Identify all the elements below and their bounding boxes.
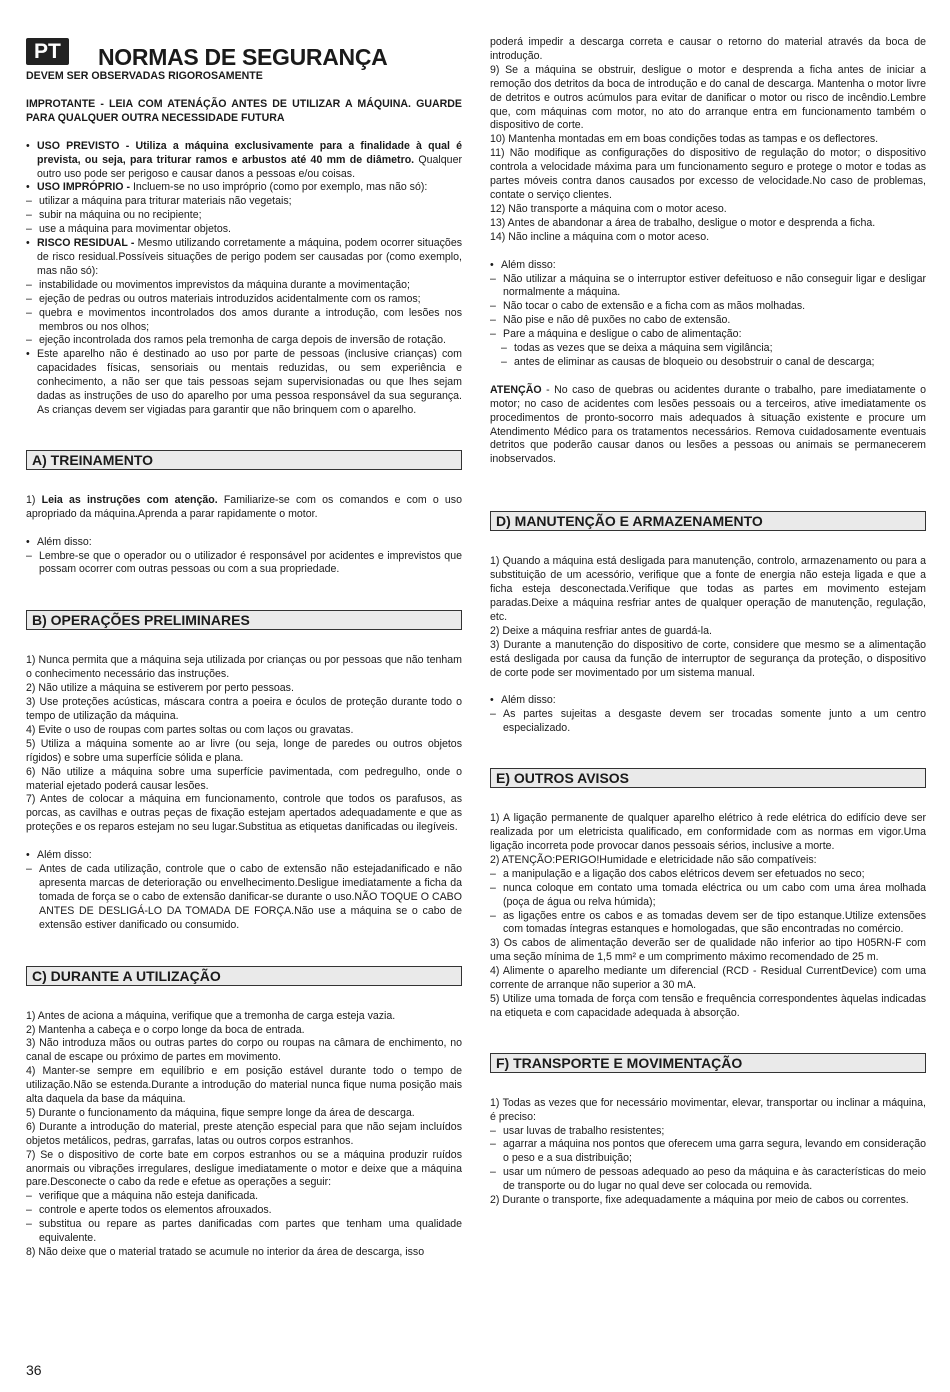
list-item: – usar um número de pessoas adequado ao peso da máquina e às características do meio de transporte ou do lugar no qual deve ser colocada ou removida. [490, 1166, 926, 1194]
paragraph: poderá impedir a descarga correta e causar o retorno do material através da boca de introdução. [490, 36, 926, 62]
paragraph: 12) Não transporte a máquina com o motor aceso. [490, 202, 727, 215]
paragraph: 9) Se a máquina se obstruir, desligue o motor e desprenda a ficha antes de iniciar a remoção dos detritos da boca de introdução e do canal de descarga. Mantenha o motor livre de detritos e outros acúmulos para evitar de danificar o motor ou risco de incêndio.Lembre que, com máquinas com motor, no ato do arranque entra em funcionamento também o dispositivo de corte. [490, 63, 926, 132]
risco-residual-text: Mesmo utilizando corretamente a máquina, podem ocorrer situações de risco residual.Possíveis situações de perigo podem ser causadas por (como exemplo, mas não só): [37, 237, 463, 277]
sub-list-item: – todas as vezes que se deixa a máquina sem vigilância; [490, 342, 926, 356]
risco-residual [26, 237, 462, 279]
list-item: – subir na máquina ou no recipiente; [26, 209, 462, 223]
paragraph: 13) Antes de abandonar a área de trabalho, desligue o motor e desprenda a ficha. [490, 216, 876, 229]
paragraph: 3) Durante a manutenção do dispositivo de corte, considere que mesmo se a alimentação está desligada por causa da função de interruptor de segurança da proteção, o dispositivo de corte pode ser movimentado por um sistema manual. [490, 638, 926, 679]
alem-disso: • Além disso: [490, 259, 926, 273]
list-item: – substitua ou repare as partes danificadas com partes que tenham uma qualidade equivalente. [26, 1218, 462, 1246]
paragraph: 2) Durante o transporte, fixe adequadamente a máquina por meio de cabos ou correntes. [490, 1194, 909, 1207]
paragraph [26, 494, 462, 522]
list-item: – quebra e movimentos incontrolados dos amos durante a introdução, com lesões nos membros ou nos olhos; [26, 307, 462, 335]
paragraph-bold: Leia as instruções com atenção. [41, 493, 218, 506]
uso-improprio-text: Incluem-se no uso impróprio (como por exemplo, mas não só): [130, 181, 428, 194]
list-item: – agarrar a máquina nos pontos que oferecem uma garra segura, levando em consideração o peso e a sua distribuição; [490, 1138, 926, 1166]
section-heading-utilizacao: C) DURANTE A UTILIZAÇÃO [26, 966, 462, 986]
language-badge: PT [26, 38, 69, 65]
uso-improprio [26, 181, 462, 195]
uso-previsto-label: USO PREVISTO - Utiliza a máquina exclusivamente para a finalidade à qual é prevista, ou seja, para triturar ramos e arbustos até 40 mm de diâmetro. [37, 139, 462, 166]
section-heading-transporte: F) TRANSPORTE E MOVIMENTAÇÃO [490, 1053, 926, 1073]
paragraph: 2) Mantenha a cabeça e o corpo longe da boca de entrada. [26, 1023, 305, 1036]
alem-disso: • Além disso: [26, 536, 462, 550]
list-item: – Não utilizar a máquina se o interruptor estiver defeituoso e não conseguir ligar e desligar normalmente a máquina. [490, 273, 926, 301]
paragraph: 1) A ligação permanente de qualquer aparelho elétrico à rede elétrica do edifício deve ser realizada por um eletricista qualificado, em conformidade com as normas em vigor.Uma ligação incorreta pode provocar danos pessoais sérios, inclusive a morte. [490, 812, 926, 852]
paragraph: 4) Manter-se sempre em equilíbrio e em posição estável durante todo o tempo de utilização.Não se estenda.Durante a introdução do material nunca fique numa posição mais alta daquela da base da máquina. [26, 1065, 462, 1106]
paragraph: 7) Se o dispositivo de corte bate em corpos estranhos ou se a máquina produzir ruídos anormais ou vibrações irregulares, desligue imediatamente o motor e deixe que a máquina pare.Desconecte o cabo da rede e efetue as operações a seguir: [26, 1148, 462, 1189]
atencao-notice [490, 384, 926, 467]
list-item: – usar luvas de trabalho resistentes; [490, 1125, 926, 1139]
list-item: – Antes de cada utilização, controle que o cabo de extensão não estejadanificado e não apresenta marcas de deterioração ou envelhecimento.Desligue imediatamente a ficha da tomada de força se o cabo de extensão danificar-se durante o uso.NÃO TOQUE O CABO ANTES DE DESLIGÁ-LO DA TOMADA DE FORÇA.Não use a máquina se o cabo de extensão estiver danificado ou consumido. [26, 863, 462, 933]
paragraph: 3) Não introduza mãos ou outras partes do corpo ou roupas na câmara de enchimento, no canal de escape ou próximo de partes em movimento. [26, 1037, 462, 1064]
list-item: – ejeção incontrolada dos ramos pela tremonha de carga depois de inversão de rotação. [26, 334, 462, 348]
list-item: – nunca coloque em contato uma tomada eléctrica ou um cabo com uma área molhada (poça de água ou relva húmida); [490, 882, 926, 910]
alem-disso: • Além disso: [26, 849, 462, 863]
important-notice: IMPROTANTE - LEIA COM ATENÁÇÃO ANTES DE UTILIZAR A MÁQUINA. GUARDE PARA QUALQUER OUTRA NECESSIDADE FUTURA [26, 97, 462, 124]
left-column [26, 36, 462, 1260]
paragraph: 3) Use proteções acústicas, máscara contra a poeira e óculos de proteção durante todo o tempo de utilização da máquina. [26, 696, 462, 722]
risco-residual-label: RISCO RESIDUAL - [37, 237, 135, 250]
paragraph: 14) Não incline a máquina com o motor aceso. [490, 230, 710, 243]
sub-list-item: – antes de eliminar as causas de bloqueio ou desobstruir o canal de descarga; [490, 356, 926, 370]
atencao-text: - No caso de quebras ou acidentes durante o trabalho, pare imediatamente o motor; no caso de acidentes com lesões pessoais ou a terceiros, ative imediatamente os procedimentos de pronto-socorro mais adequados à situação existente e procure um Atendimento Médico para os tratamentos necessários. Remova cuidadosamente eventuais detritos que poderão causar danos ou lesões a pessoas ou animais se permanecerem inobservados. [490, 383, 926, 466]
list-item: – instabilidade ou movimentos imprevistos da máquina durante a movimentação; [26, 279, 462, 293]
section-heading-outros-avisos: E) OUTROS AVISOS [490, 768, 926, 788]
paragraph: 2) Não utilize a máquina se estiverem por perto pessoas. [26, 682, 294, 695]
list-item: – As partes sujeitas a desgaste devem ser trocadas somente junto a um centro especializado. [490, 708, 926, 736]
paragraph: 6) Não utilize a máquina sobre uma superfície pavimentada, com pedregulho, onde o material ejetado poderá causar lesões. [26, 765, 462, 792]
list-item: – as ligações entre os cabos e as tomadas devem ser de tipo estanque.Utilize extensões com tomadas íntegras estanques e homologadas, que são encontradas no comércio. [490, 910, 926, 938]
list-item: – a manipulação e a ligação dos cabos elétricos devem ser efetuados no seco; [490, 868, 926, 882]
list-item: – verifique que a máquina não esteja danificada. [26, 1190, 462, 1204]
page-subtitle: DEVEM SER OBSERVADAS RIGOROSAMENTE [26, 70, 263, 82]
list-item: – controle e aperte todos os elementos afrouxados. [26, 1204, 462, 1218]
list-item: – Lembre-se que o operador ou o utilizador é responsável por acidentes e imprevistos que possam ocorrer com outras pessoas ou com a sua propriedade. [26, 550, 462, 578]
paragraph: 8) Não deixe que o material tratado se acumule no interior da área de descarga, isso [26, 1246, 425, 1258]
right-column [490, 36, 926, 1208]
list-item: – Não tocar o cabo de extensão e a ficha com as mãos molhadas. [490, 300, 926, 314]
paragraph: 1) Todas as vezes que for necessário movimentar, elevar, transportar ou inclinar a máquina, é preciso: [490, 1096, 926, 1123]
paragraph: 3) Os cabos de alimentação deverão ser de qualidade não inferior ao tipo H05RN-F com uma seção mínima de 1,5 mm² e um comprimento máximo recomendado de 25 m. [490, 937, 926, 964]
paragraph: 5) Utiliza a máquina somente ao ar livre (ou seja, longe de paredes ou outros objetos rígidos) e sobre uma superfície sólida e plana. [26, 737, 462, 764]
paragraph: 1) Quando a máquina está desligada para manutenção, controlo, armazenamento ou para a substituição de um acessório, verifique que a fonte de energia não esteja ligada e que a ficha esteja desconectada.Verifique que todas as partes em movimento estejam paradas.Deixe a máquina resfriar antes de qualquer operação de manutenção, regulação, etc. [490, 555, 926, 623]
section-heading-treinamento: A) TREINAMENTO [26, 450, 462, 470]
section-heading-operacoes: B) OPERAÇÕES PRELIMINARES [26, 610, 462, 630]
paragraph: 7) Antes de colocar a máquina em funcionamento, controle que todos os parafusos, as porcas, as cavilhas e outras peças de fixação estejam apertados adequadamente e que as proteções e os reparos estejam no seu lugar.Substitua as etiquetas danificadas ou ilegíveis. [26, 793, 462, 834]
list-item: – Pare a máquina e desligue o cabo de alimentação: [490, 328, 926, 342]
list-item: – ejeção de pedras ou outros materiais introduzidos acidentalmente com os ramos; [26, 293, 462, 307]
paragraph: 5) Durante o funcionamento da máquina, fique sempre longe da área de descarga. [26, 1106, 415, 1119]
paragraph: 1) Nunca permita que a máquina seja utilizada por crianças ou por pessoas que não tenham o conhecimento necessário das instruções. [26, 654, 462, 681]
paragraph: 11) Não modifique as configurações do dispositivo de regulação do motor; o dispositivo controla a velocidade máxima para um funcionamento seguro e protege o motor e todas as partes móveis contra danos causados por excesso de velocidade.No caso de problemas, contate o serviço clientes. [490, 147, 926, 201]
paragraph: 2) Deixe a máquina resfriar antes de guardá-la. [490, 624, 712, 637]
paragraph: 2) ATENÇÃO:PERIGO!Humidade e eletricidade não são compatíveis: [490, 853, 817, 866]
uso-previsto [26, 140, 462, 182]
uso-improprio-label: USO IMPRÓPRIO - [37, 181, 130, 194]
uso-previsto-text: Qualquer outro uso pode ser perigoso e causar danos a pessoas e/ou coisas. [37, 153, 462, 180]
paragraph-text: Familiarize-se com os comandos e com o uso apropriado da máquina.Aprenda a parar rapidamente o motor. [26, 493, 462, 520]
paragraph: 10) Mantenha montadas em em boas condições todas as tampas e os deflectores. [490, 133, 879, 146]
paragraph: 5) Utilize uma tomada de força com tensão e frequência correspondentes àquelas indicadas na etiqueta e com capacidade adequada à absorção. [490, 992, 926, 1019]
list-item: – use a máquina para movimentar objetos. [26, 223, 462, 237]
atencao-label: ATENÇÃO [490, 383, 542, 396]
page-number: 36 [26, 1362, 42, 1378]
paragraph: 4) Alimente o aparelho mediante um diferencial (RCD - Residual CurrentDevice) com uma corrente de arranque não superior a 30 mA. [490, 965, 926, 992]
list-item: – Não pise e não dê puxões no cabo de extensão. [490, 314, 926, 328]
paragraph: 4) Evite o uso de roupas com partes soltas ou com laços ou gravatas. [26, 723, 354, 736]
paragraph-number: 1) [26, 493, 42, 506]
paragraph: 6) Durante a introdução do material, preste atenção especial para que não sejam incluídos objetos metálicos, pedras, garrafas, latas ou outros corpos estranhos. [26, 1120, 462, 1147]
section-heading-manutencao: D) MANUTENÇÃO E ARMAZENAMENTO [490, 511, 926, 531]
page-title: NORMAS DE SEGURANÇA [98, 44, 388, 70]
aparelho-notice: • Este aparelho não é destinado ao uso por parte de pessoas (inclusive crianças) com capacidades físicas, sensoriais ou mentais reduzidas, ou sem experiência e conhecimento, a não ser que tais pessoas sejam supervisionadas ou que lhes sejam dadas as instruções de uso do aparelho por uma pessoa responsável da sua segurança. As crianças devem ser vigiadas para garantir que não brinquem com o aparelho. [26, 348, 462, 418]
page-header [26, 36, 462, 76]
paragraph: 1) Antes de aciona a máquina, verifique que a tremonha de carga esteja vazia. [26, 1009, 396, 1022]
alem-disso: • Além disso: [490, 694, 926, 708]
list-item: – utilizar a máquina para triturar materiais não vegetais; [26, 195, 462, 209]
